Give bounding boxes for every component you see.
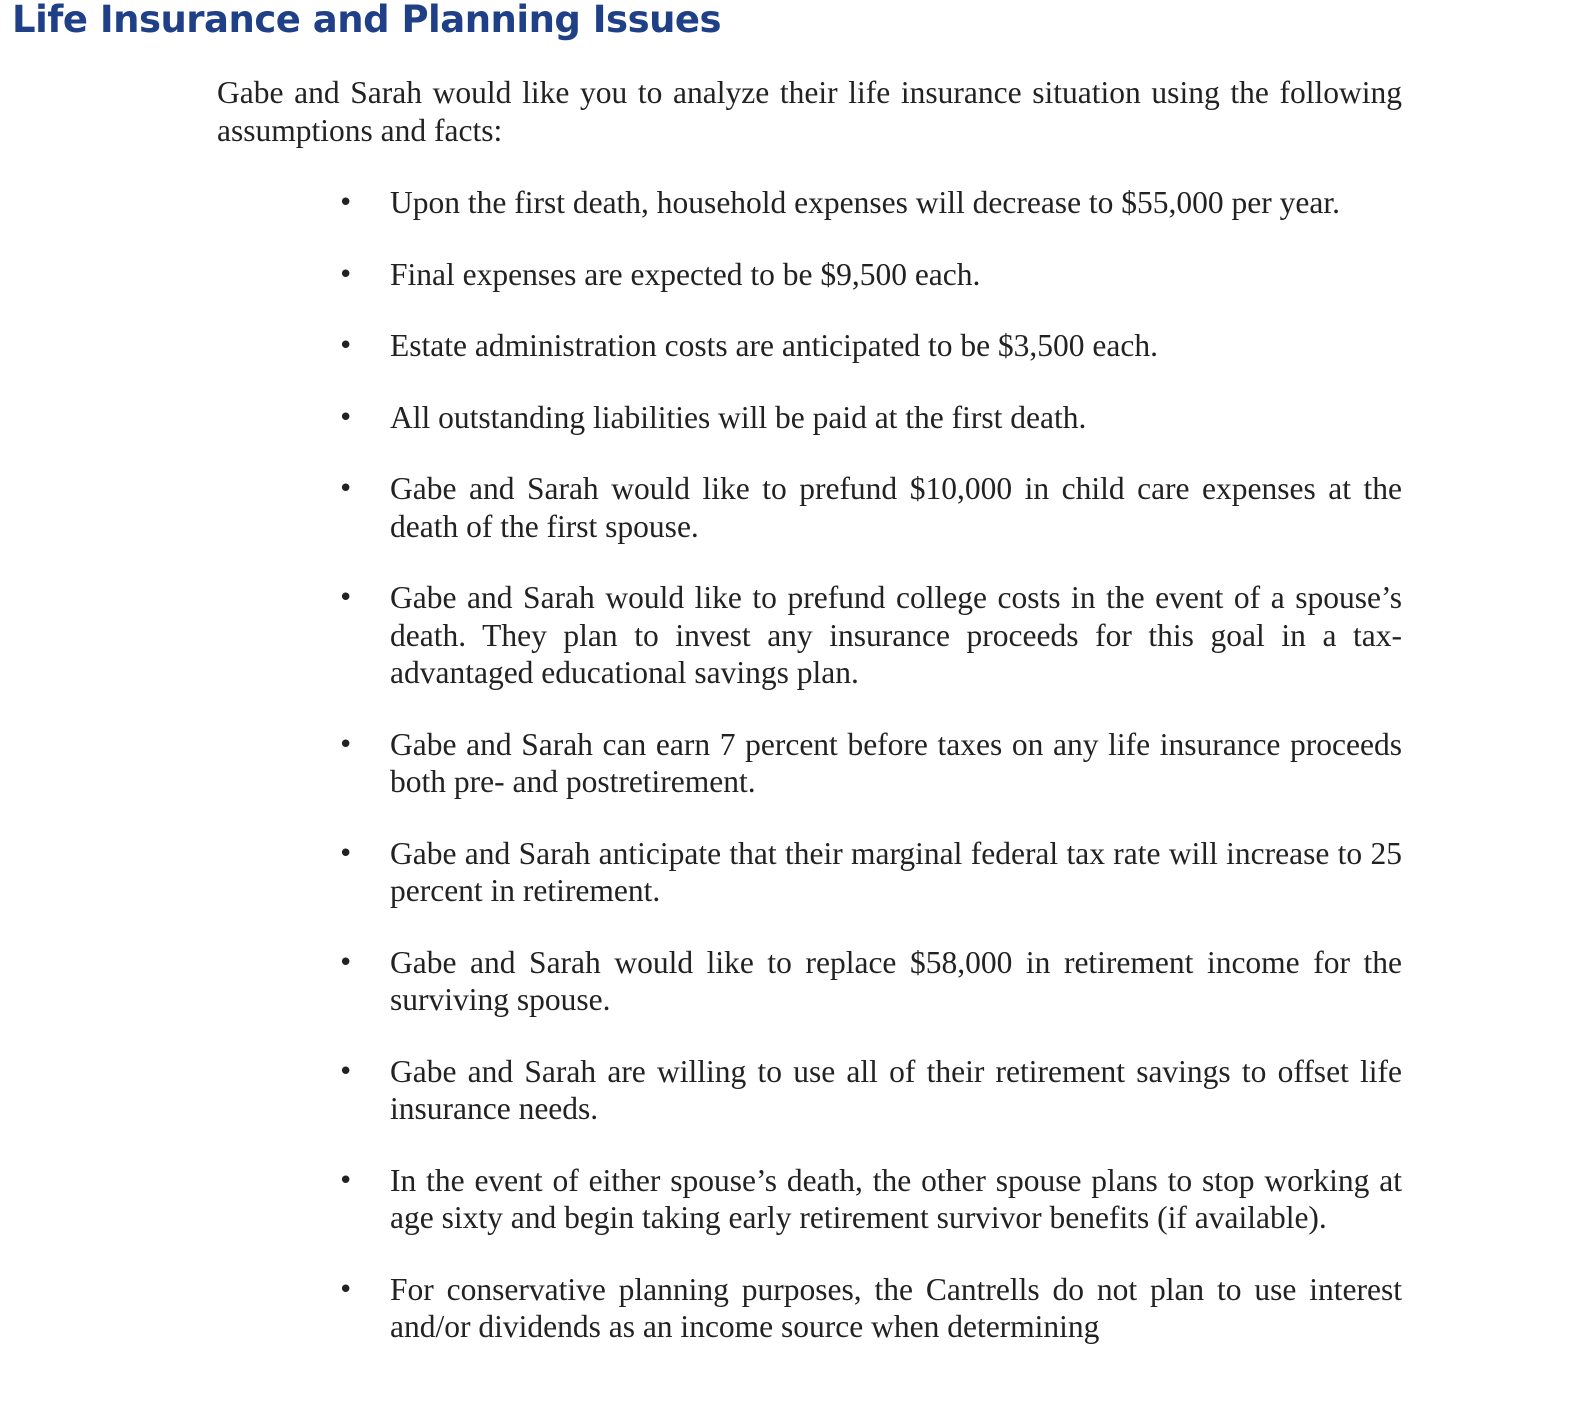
bullet-icon: • [338, 729, 354, 760]
list-item [0, 256, 1577, 294]
list-item-text: Upon the first death, household expenses will decrease to $55,000 per year. [390, 185, 1340, 220]
bullet-icon: • [338, 838, 354, 869]
list-item [0, 399, 1577, 437]
list-item-text: All outstanding liabilities will be paid at the first death. [390, 399, 1087, 435]
bullet-icon: • [338, 474, 354, 504]
bullet-icon: • [338, 331, 354, 361]
list-item [0, 1053, 1577, 1128]
bullet-icon: • [338, 188, 354, 218]
list-item-text: Gabe and Sarah would like to replace $58,000 in retirement income for the surviving spouse. [390, 944, 1402, 1017]
list-item-text: Estate administration costs are anticipated to be $3,500 each. [390, 328, 1158, 363]
bullet-icon: • [338, 947, 354, 978]
list-item [0, 579, 1577, 692]
list-item [0, 835, 1577, 910]
list-item [0, 184, 1577, 222]
list-item-text: Gabe and Sarah would like to prefund $10,000 in child care expenses at the death of the first spouse. [390, 471, 1402, 544]
list-item-text: Gabe and Sarah are willing to use all of their retirement savings to offset life insurance needs. [390, 1053, 1402, 1126]
list-item-text: Gabe and Sarah would like to prefund college costs in the event of a spouse’s death. They plan to invest any insurance proceeds for this goal in a tax-advantaged educational savings plan. [390, 580, 1402, 690]
intro-paragraph: Gabe and Sarah would like you to analyze their life insurance situation using the following assumptions and facts: [217, 75, 1402, 148]
assumptions-list [0, 184, 1577, 1380]
bullet-icon: • [338, 583, 354, 613]
page-title: Life Insurance and Planning Issues [12, 0, 722, 41]
list-item-text: Final expenses are expected to be $9,500 each. [390, 256, 981, 292]
list-item [0, 944, 1577, 1019]
list-item [0, 327, 1577, 365]
bullet-icon: • [338, 1165, 354, 1196]
list-item [0, 726, 1577, 801]
bullet-icon: • [338, 1274, 354, 1305]
list-item-text: Gabe and Sarah can earn 7 percent before taxes on any life insurance proceeds both pre- and postretirement. [390, 726, 1402, 799]
list-item [0, 1162, 1577, 1237]
bullet-icon: • [338, 259, 354, 290]
list-item-text: For conservative planning purposes, the Cantrells do not plan to use interest and/or dividends as an income source when determining [390, 1271, 1402, 1344]
list-item-text: Gabe and Sarah anticipate that their marginal federal tax rate will increase to 25 percent in retirement. [390, 835, 1402, 908]
bullet-icon: • [338, 402, 354, 433]
list-item-text: In the event of either spouse’s death, the other spouse plans to stop working at age sixty and begin taking early retirement survivor benefits (if available). [390, 1162, 1402, 1235]
bullet-icon: • [338, 1056, 354, 1087]
list-item [0, 1271, 1577, 1346]
list-item [0, 470, 1577, 545]
